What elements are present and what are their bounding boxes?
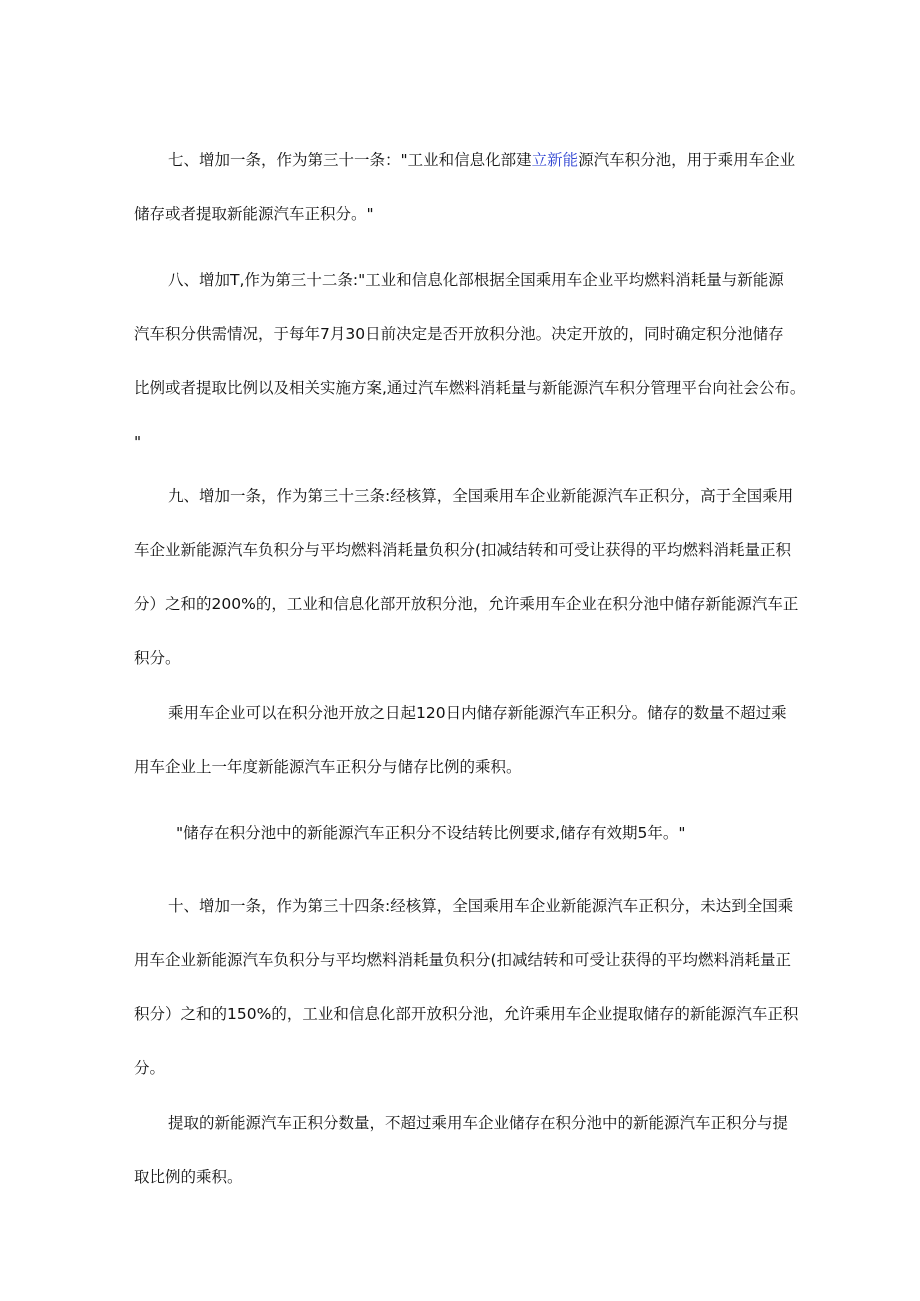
paragraph-line [134,133,804,187]
paragraph-line: 八、增加T,作为第三十二条:"工业和信息化部根据全国乘用车企业平均燃料消耗量与新能源 [168,271,784,289]
paragraph-line: 九、增加一条，作为第三十三条:经核算，全国乘用车企业新能源汽车正积分，高于全国乘用 [168,487,794,505]
highlighted-text: 立新能 [531,151,579,169]
paragraph-line-text: 源汽车积分池，用于乘用车企业 [578,151,796,169]
paragraph-line: 用车企业新能源汽车负积分与平均燃料消耗量负积分(扣减结转和可受让获得的平均燃料消耗量正 [134,951,792,969]
paragraph-line: 汽车积分供需情况，于每年7月30日前决定是否开放积分池。决定开放的，同时确定积分池储存 [134,325,784,343]
paragraph-line: 分）之和的200%的，工业和信息化部开放积分池，允许乘用车企业在积分池中储存新能源汽车正 [134,595,799,613]
paragraph-line: 积分）之和的150%的，工业和信息化部开放积分池，允许乘用车企业提取储存的新能源汽车正积 [134,1005,799,1023]
paragraph-article-34 [134,879,804,1095]
paragraph-line: 提取的新能源汽车正积分数量，不超过乘用车企业储存在积分池中的新能源汽车正积分与提 [168,1114,789,1132]
paragraph-line: 储存或者提取新能源汽车正积分。" [134,205,374,223]
paragraph-storage-rule [134,686,804,794]
paragraph-line: " [134,433,142,451]
paragraph-line-text: 七、增加一条，作为第三十一条："工业和信息化部建 [168,151,532,169]
paragraph-storage-validity [134,806,804,860]
paragraph-line: 取比例的乘积。 [134,1168,243,1186]
paragraph-article-33 [134,469,804,685]
paragraph-line: 乘用车企业可以在积分池开放之日起120日内储存新能源汽车正积分。储存的数量不超过乘 [168,704,787,722]
paragraph-line: 比例或者提取比例以及相关实施方案,通过汽车燃料消耗量与新能源汽车积分管理平台向社会公布。 [134,379,806,397]
paragraph-article-31 [134,133,804,241]
paragraph-line: 分。 [134,1059,166,1077]
paragraph-line: 车企业新能源汽车负积分与平均燃料消耗量负积分(扣减结转和可受让获得的平均燃料消耗量正积 [134,541,792,559]
paragraph-article-32 [134,253,804,469]
paragraph-line: "储存在积分池中的新能源汽车正积分不设结转比例要求,储存有效期5年。" [176,824,686,842]
paragraph-line: 十、增加一条，作为第三十四条:经核算，全国乘用车企业新能源汽车正积分，未达到全国乘 [168,897,794,915]
paragraph-line: 用车企业上一年度新能源汽车正积分与储存比例的乘积。 [134,758,522,776]
paragraph-withdrawal-rule [134,1096,804,1204]
paragraph-line: 积分。 [134,649,181,667]
